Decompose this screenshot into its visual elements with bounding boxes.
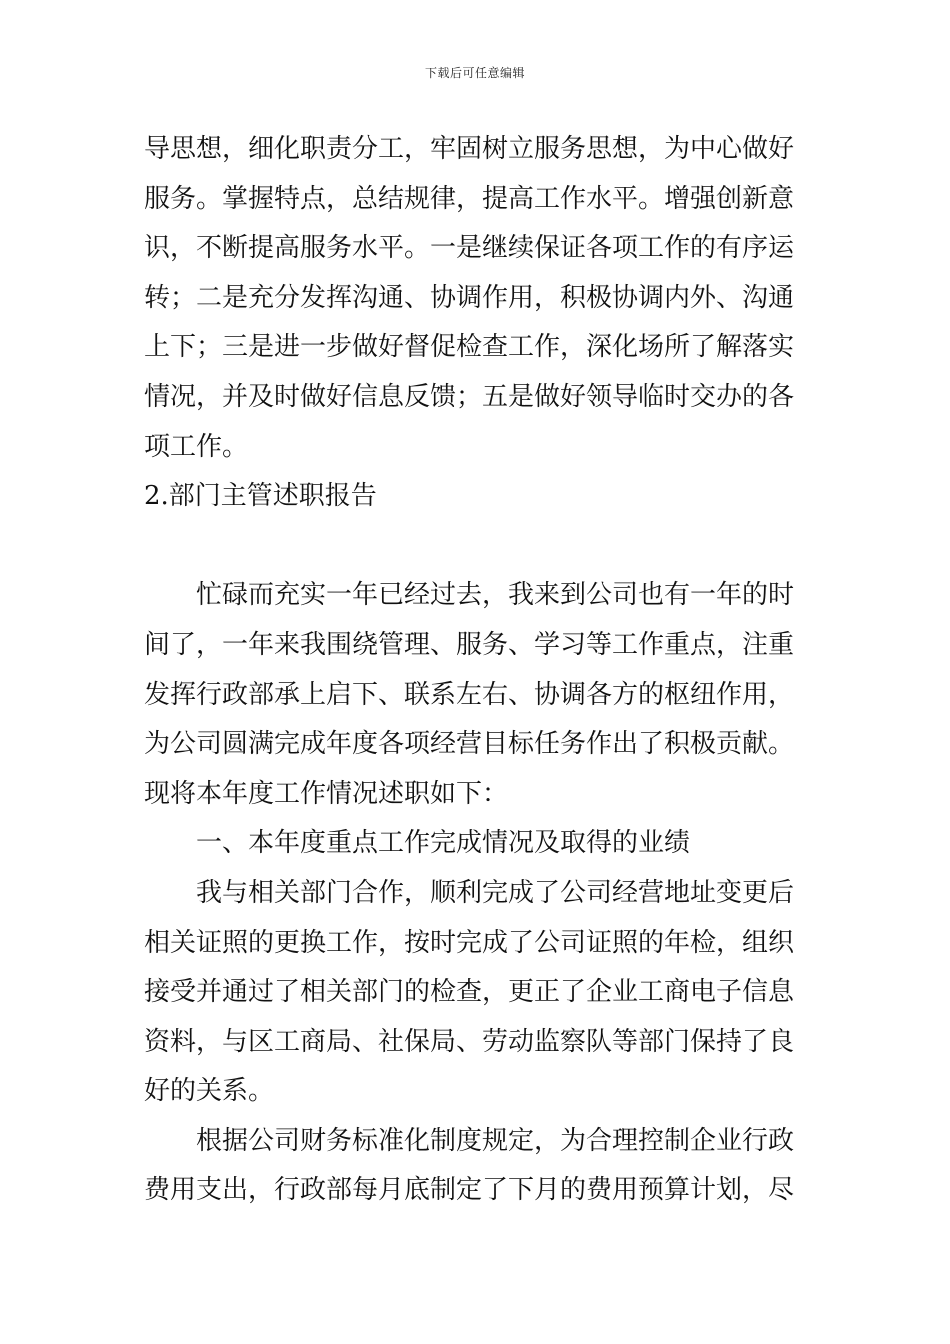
paragraph-start: 根据公司财务标准化制度规定，为合理控制企业行政 xyxy=(196,1125,795,1156)
text-line: 发挥行政部承上启下、联系左右、协调各方的枢纽作用， xyxy=(144,679,795,710)
text-line: 资料，与区工商局、社保局、劳动监察队等部门保持了良 xyxy=(144,1026,795,1057)
subsection-heading: 一、本年度重点工作完成情况及取得的业绩 xyxy=(196,828,691,859)
text-line: 现将本年度工作情况述职如下： xyxy=(144,778,509,809)
paragraph-start: 忙碌而充实一年已经过去，我来到公司也有一年的时 xyxy=(196,580,795,611)
text-line: 导思想，细化职责分工，牢固树立服务思想，为中心做好 xyxy=(144,134,795,164)
text-line: 为公司圆满完成年度各项经营目标任务作出了积极贡献。 xyxy=(144,729,795,760)
text-line: 上下；三是进一步做好督促检查工作，深化场所了解落实 xyxy=(144,332,795,363)
page-header: 下载后可任意编辑 xyxy=(424,66,525,80)
text-line: 服务。掌握特点，总结规律，提高工作水平。增强创新意 xyxy=(144,183,795,214)
blank-line xyxy=(144,522,809,572)
document-body xyxy=(144,125,809,1216)
text-line: 费用支出，行政部每月底制定了下月的费用预算计划，尽 xyxy=(144,1175,795,1206)
text-line: 识，不断提高服务水平。一是继续保证各项工作的有序运 xyxy=(144,233,795,264)
text-line: 转；二是充分发挥沟通、协调作用，积极协调内外、沟通 xyxy=(144,282,795,313)
paragraph-start: 我与相关部门合作，顺利完成了公司经营地址变更后 xyxy=(196,877,795,908)
text-line: 间了，一年来我围绕管理、服务、学习等工作重点，注重 xyxy=(144,629,795,660)
text-line: 项工作。 xyxy=(144,431,249,462)
section-heading: 2.部门主管述职报告 xyxy=(144,481,377,512)
text-line: 情况，并及时做好信息反馈；五是做好领导临时交办的各 xyxy=(144,381,795,412)
text-line: 相关证照的更换工作，按时完成了公司证照的年检，组织 xyxy=(144,927,795,958)
text-line: 接受并通过了相关部门的检查，更正了企业工商电子信息 xyxy=(144,977,795,1008)
text-line: 好的关系。 xyxy=(144,1076,275,1107)
